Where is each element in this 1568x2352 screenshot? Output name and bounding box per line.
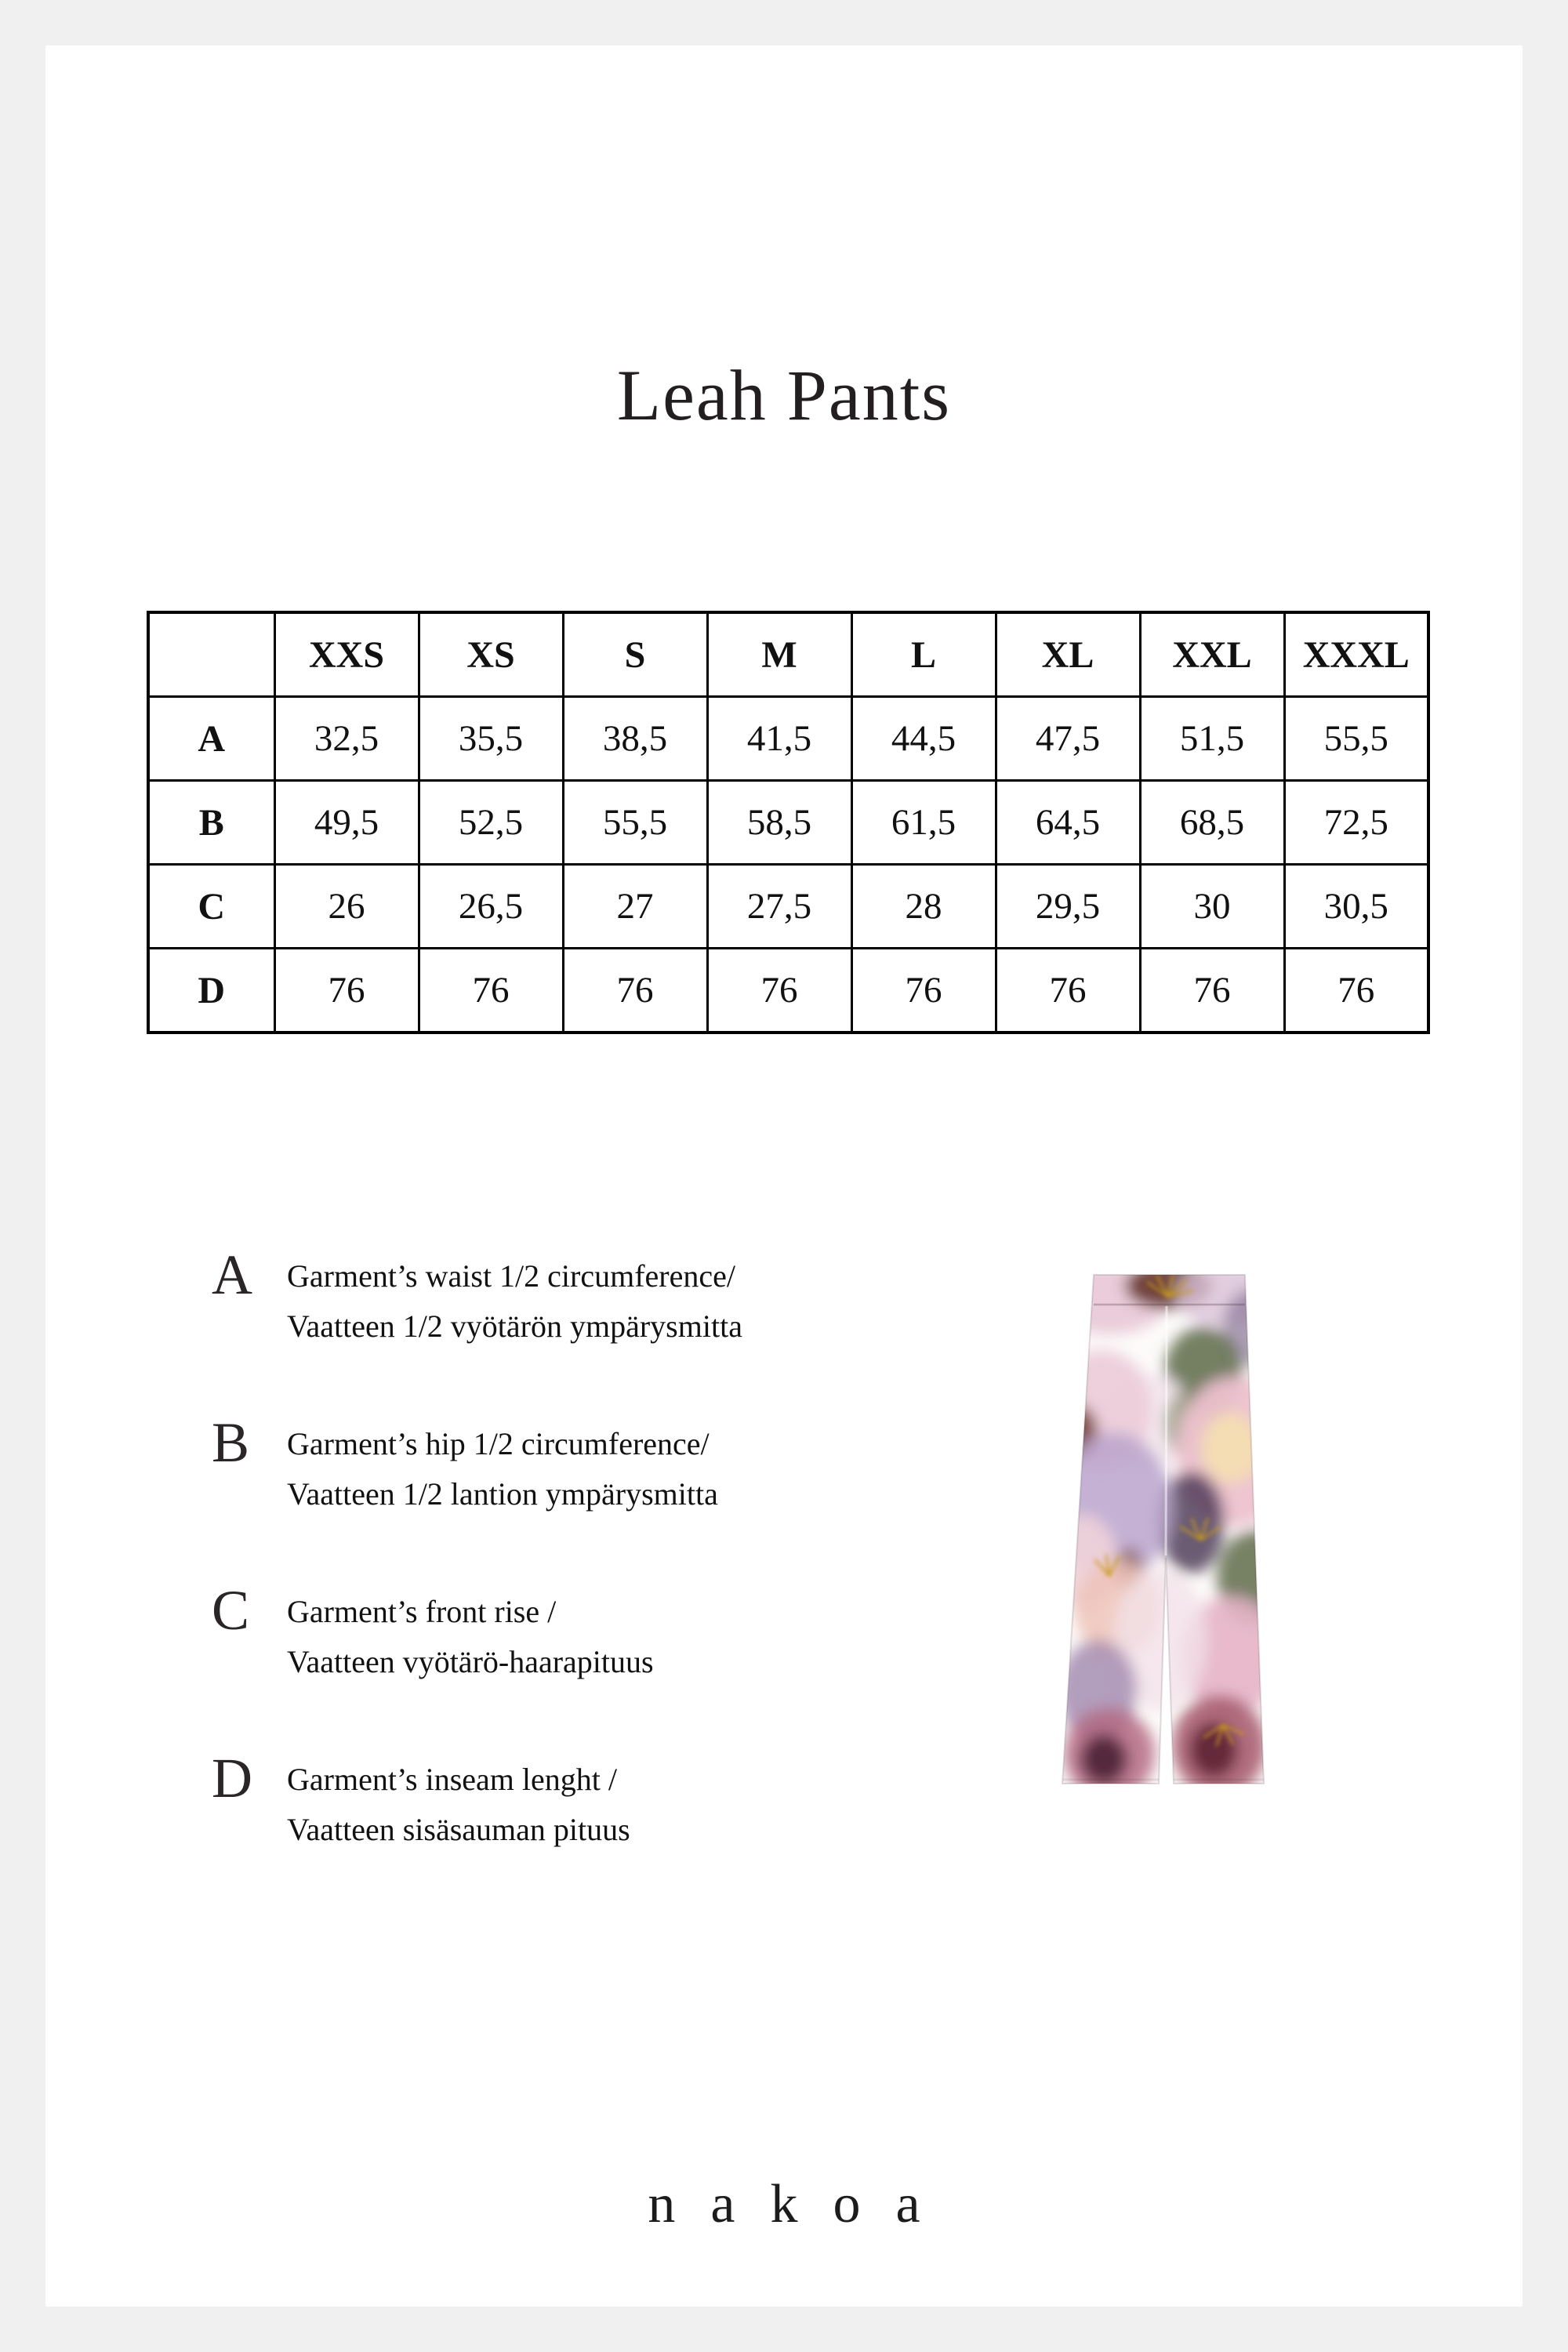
size-value-cell: 58,5 (707, 781, 851, 865)
legend-item-c (212, 1579, 855, 1687)
legend-line-fi: Vaatteen 1/2 lantion ympärysmitta (287, 1476, 718, 1512)
size-value-cell: 51,5 (1140, 697, 1284, 781)
pants-image (1035, 1264, 1333, 1824)
legend-item-d (212, 1747, 855, 1855)
size-column-header: XXL (1140, 612, 1284, 697)
size-table-row (148, 949, 1428, 1033)
size-value-cell: 76 (851, 949, 996, 1033)
legend-line-en: Garment’s waist 1/2 circumference/ (287, 1258, 735, 1294)
size-column-header: XXS (274, 612, 419, 697)
legend-item-b (212, 1411, 855, 1519)
legend-text-block (287, 1755, 630, 1855)
size-value-cell: 72,5 (1284, 781, 1428, 865)
legend-text-block (287, 1419, 718, 1519)
size-value-cell: 30,5 (1284, 865, 1428, 949)
size-value-cell: 49,5 (274, 781, 419, 865)
legend-line-en: Garment’s inseam lenght / (287, 1762, 618, 1797)
size-value-cell: 76 (996, 949, 1140, 1033)
brand-logo: nakoa (648, 2174, 956, 2234)
size-value-cell: 76 (563, 949, 707, 1033)
size-column-header: XXXL (1284, 612, 1428, 697)
legend-line-fi: Vaatteen vyötärö-haarapituus (287, 1644, 654, 1679)
size-value-cell: 41,5 (707, 697, 851, 781)
size-value-cell: 44,5 (851, 697, 996, 781)
legend-line-en: Garment’s front rise / (287, 1594, 557, 1629)
legend-letter: D (212, 1747, 252, 1809)
size-column-header: L (851, 612, 996, 697)
size-value-cell: 76 (274, 949, 419, 1033)
corner-cell (148, 612, 274, 697)
size-table-header-row (148, 612, 1428, 697)
legend-letter: A (212, 1243, 252, 1306)
size-value-cell: 35,5 (419, 697, 563, 781)
size-table-row (148, 781, 1428, 865)
size-value-cell: 76 (419, 949, 563, 1033)
size-value-cell: 32,5 (274, 697, 419, 781)
measure-label-cell: B (148, 781, 274, 865)
page-title: Leah Pants (616, 355, 952, 435)
size-value-cell: 64,5 (996, 781, 1140, 865)
product-photo-pants (1035, 1264, 1333, 1824)
size-value-cell: 30 (1140, 865, 1284, 949)
size-value-cell: 26 (274, 865, 419, 949)
size-table-body (148, 697, 1428, 1033)
size-value-cell: 55,5 (563, 781, 707, 865)
legend-text-block (287, 1587, 654, 1687)
size-column-header: M (707, 612, 851, 697)
size-value-cell: 68,5 (1140, 781, 1284, 865)
size-value-cell: 27 (563, 865, 707, 949)
size-column-header: XS (419, 612, 563, 697)
size-table-row (148, 865, 1428, 949)
size-chart-table (147, 611, 1430, 1034)
size-value-cell: 76 (1284, 949, 1428, 1033)
legend-line-en: Garment’s hip 1/2 circumference/ (287, 1426, 710, 1461)
legend-item-a (212, 1243, 855, 1352)
size-column-header: XL (996, 612, 1140, 697)
size-value-cell: 76 (1140, 949, 1284, 1033)
size-value-cell: 26,5 (419, 865, 563, 949)
measure-label-cell: A (148, 697, 274, 781)
size-table-row (148, 697, 1428, 781)
legend-letter: C (212, 1579, 250, 1642)
size-column-header: S (563, 612, 707, 697)
size-value-cell: 61,5 (851, 781, 996, 865)
size-value-cell: 76 (707, 949, 851, 1033)
size-value-cell: 28 (851, 865, 996, 949)
measure-label-cell: C (148, 865, 274, 949)
size-value-cell: 29,5 (996, 865, 1140, 949)
legend-text-block (287, 1251, 742, 1352)
measurement-legend (212, 1243, 855, 1922)
size-value-cell: 52,5 (419, 781, 563, 865)
legend-line-fi: Vaatteen sisäsauman pituus (287, 1812, 630, 1847)
size-value-cell: 55,5 (1284, 697, 1428, 781)
size-value-cell: 38,5 (563, 697, 707, 781)
legend-line-fi: Vaatteen 1/2 vyötärön ympärysmitta (287, 1308, 742, 1344)
size-value-cell: 47,5 (996, 697, 1140, 781)
size-value-cell: 27,5 (707, 865, 851, 949)
legend-letter: B (212, 1411, 250, 1474)
measure-label-cell: D (148, 949, 274, 1033)
